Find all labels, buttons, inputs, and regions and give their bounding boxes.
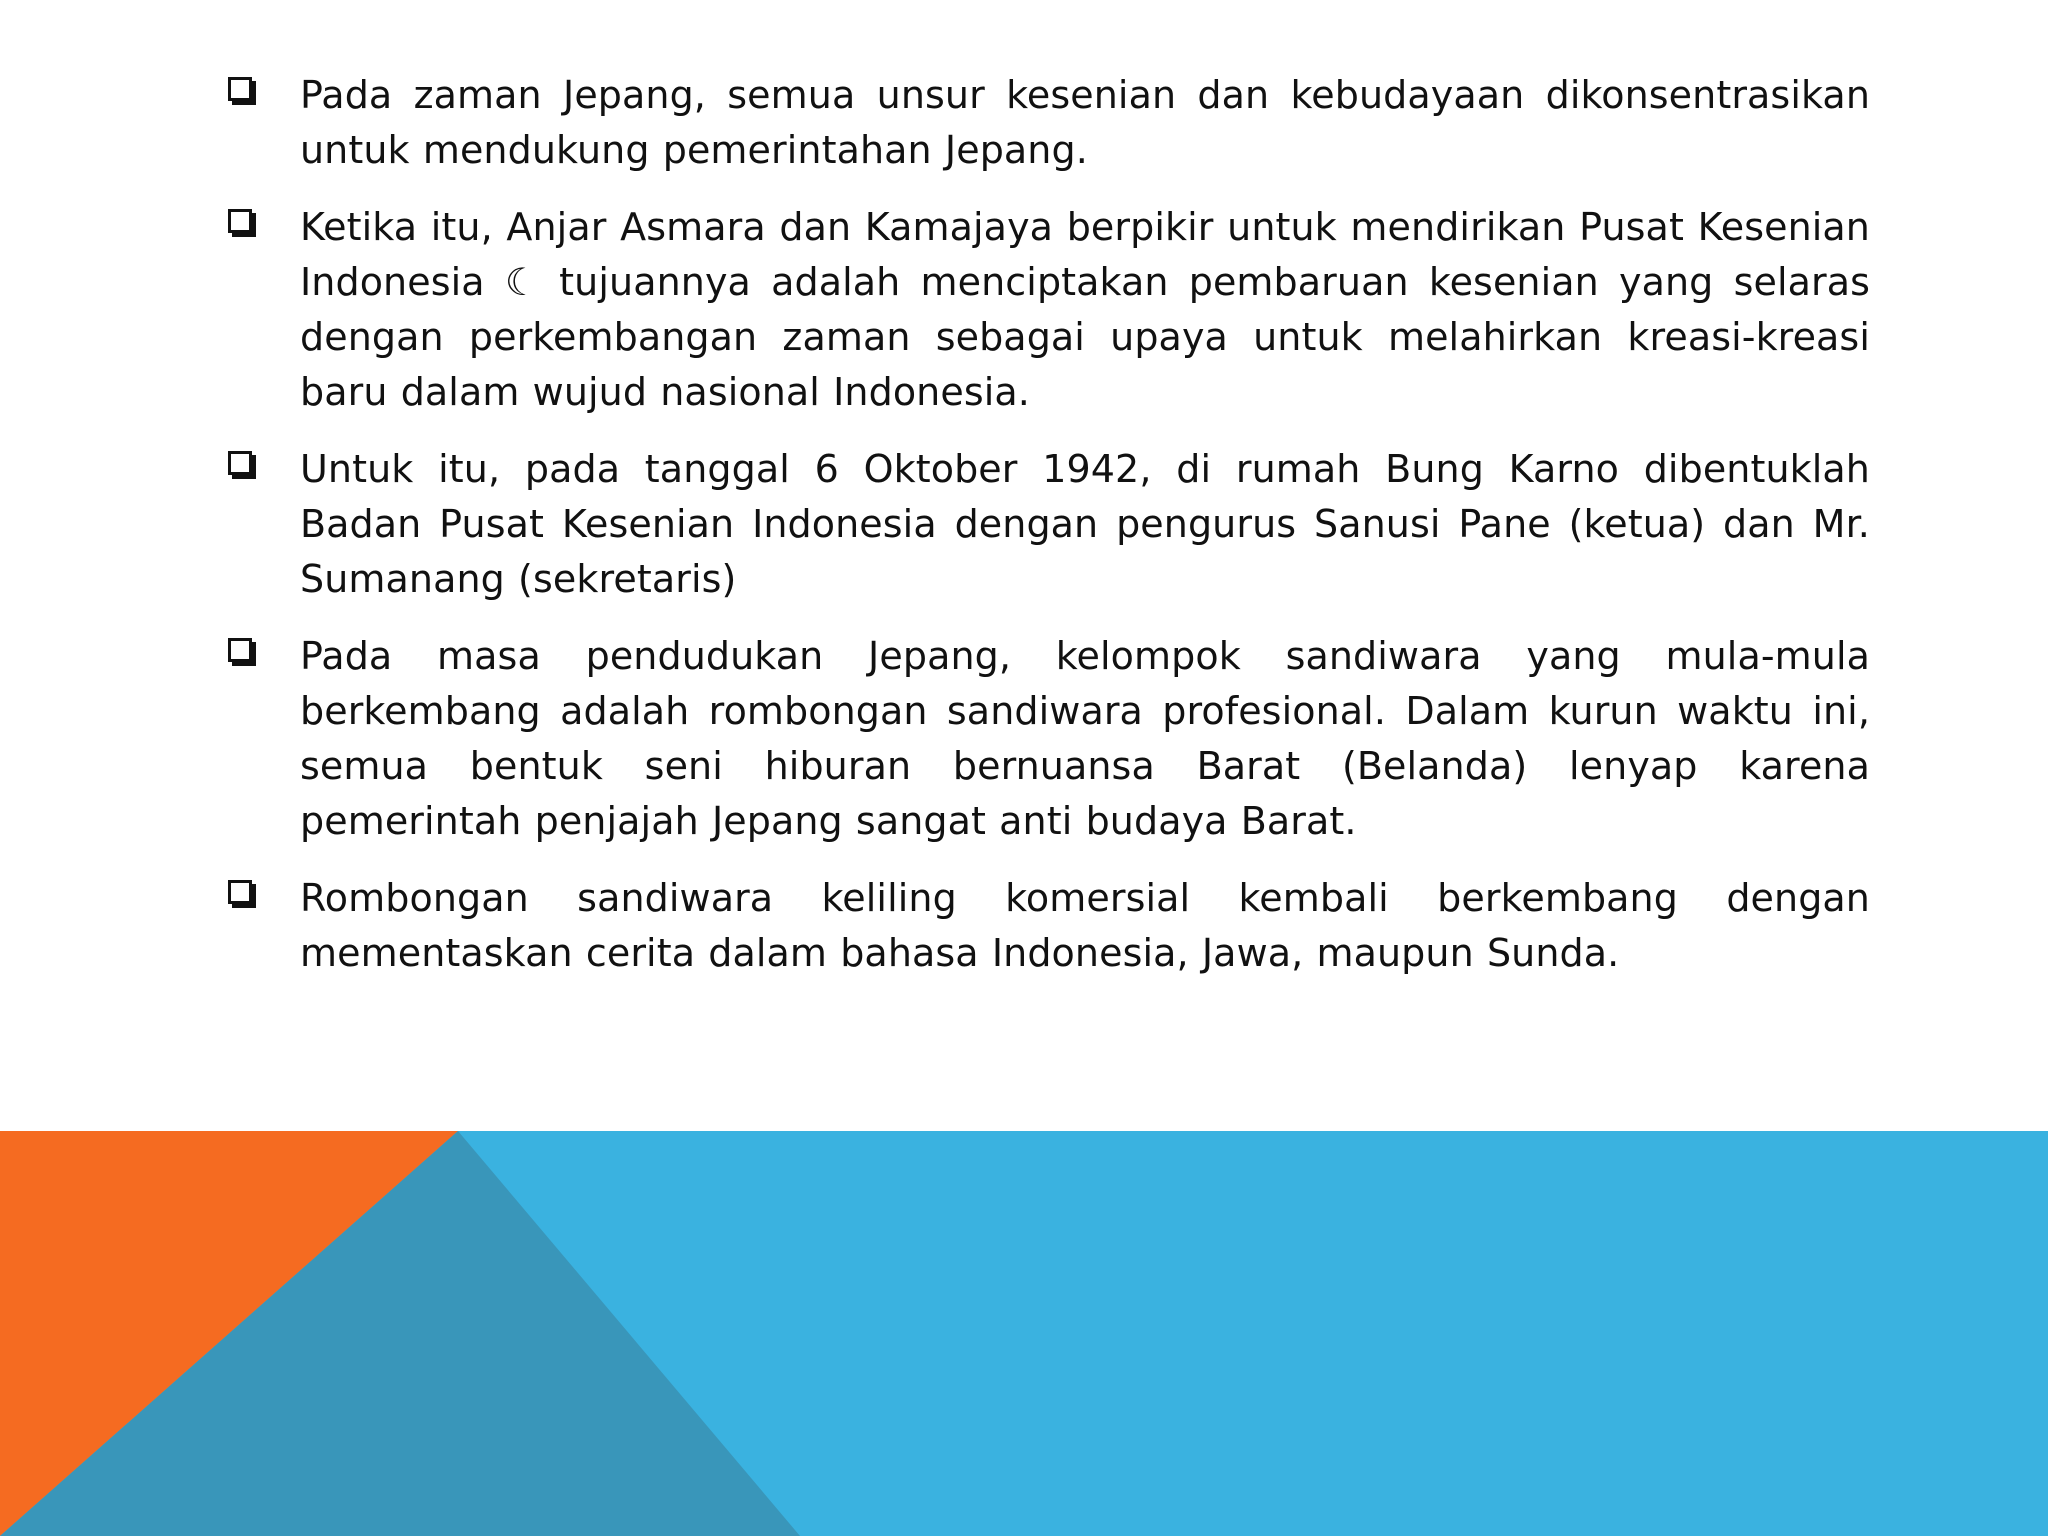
bullet-text: Rombongan sandiwara keliling komersial kembali berkembang dengan mementaskan cerita dalam bahasa Indonesia, Jawa, maupun Sunda. (300, 876, 1870, 975)
checkbox-square-bullet-icon (228, 209, 252, 233)
bullet-item (218, 871, 1870, 981)
checkbox-square-bullet-icon (228, 638, 252, 662)
bullet-item (218, 68, 1870, 178)
checkbox-square-bullet-icon (228, 77, 252, 101)
bullet-item (218, 200, 1870, 420)
bullet-text: Untuk itu, pada tanggal 6 Oktober 1942, di rumah Bung Karno dibentuklah Badan Pusat Kesenian Indonesia dengan pengurus Sanusi Pane (ketua) dan Mr. Sumanang (sekretaris) (300, 447, 1870, 601)
checkbox-square-bullet-icon (228, 451, 252, 475)
bullet-text: Ketika itu, Anjar Asmara dan Kamajaya berpikir untuk mendirikan Pusat Kesenian Indonesia ☾ tujuannya adalah menciptakan pembaruan kesenian yang selaras dengan perkembangan zaman sebagai upaya untuk melahirkan kreasi-kreasi baru dalam wujud nasional Indonesia. (300, 205, 1870, 414)
bullet-list (218, 68, 1870, 1003)
decorative-bottom-band (0, 1131, 2048, 1536)
bullet-item (218, 442, 1870, 607)
bullet-text: Pada zaman Jepang, semua unsur kesenian dan kebudayaan dikonsentrasikan untuk mendukung pemerintahan Jepang. (300, 73, 1870, 172)
bullet-item (218, 629, 1870, 849)
checkbox-square-bullet-icon (228, 880, 252, 904)
bullet-text: Pada masa pendudukan Jepang, kelompok sandiwara yang mula-mula berkembang adalah rombongan sandiwara profesional. Dalam kurun waktu ini, semua bentuk seni hiburan bernuansa Barat (Belanda) lenyap karena pemerintah penjajah Jepang sangat anti budaya Barat. (300, 634, 1870, 843)
